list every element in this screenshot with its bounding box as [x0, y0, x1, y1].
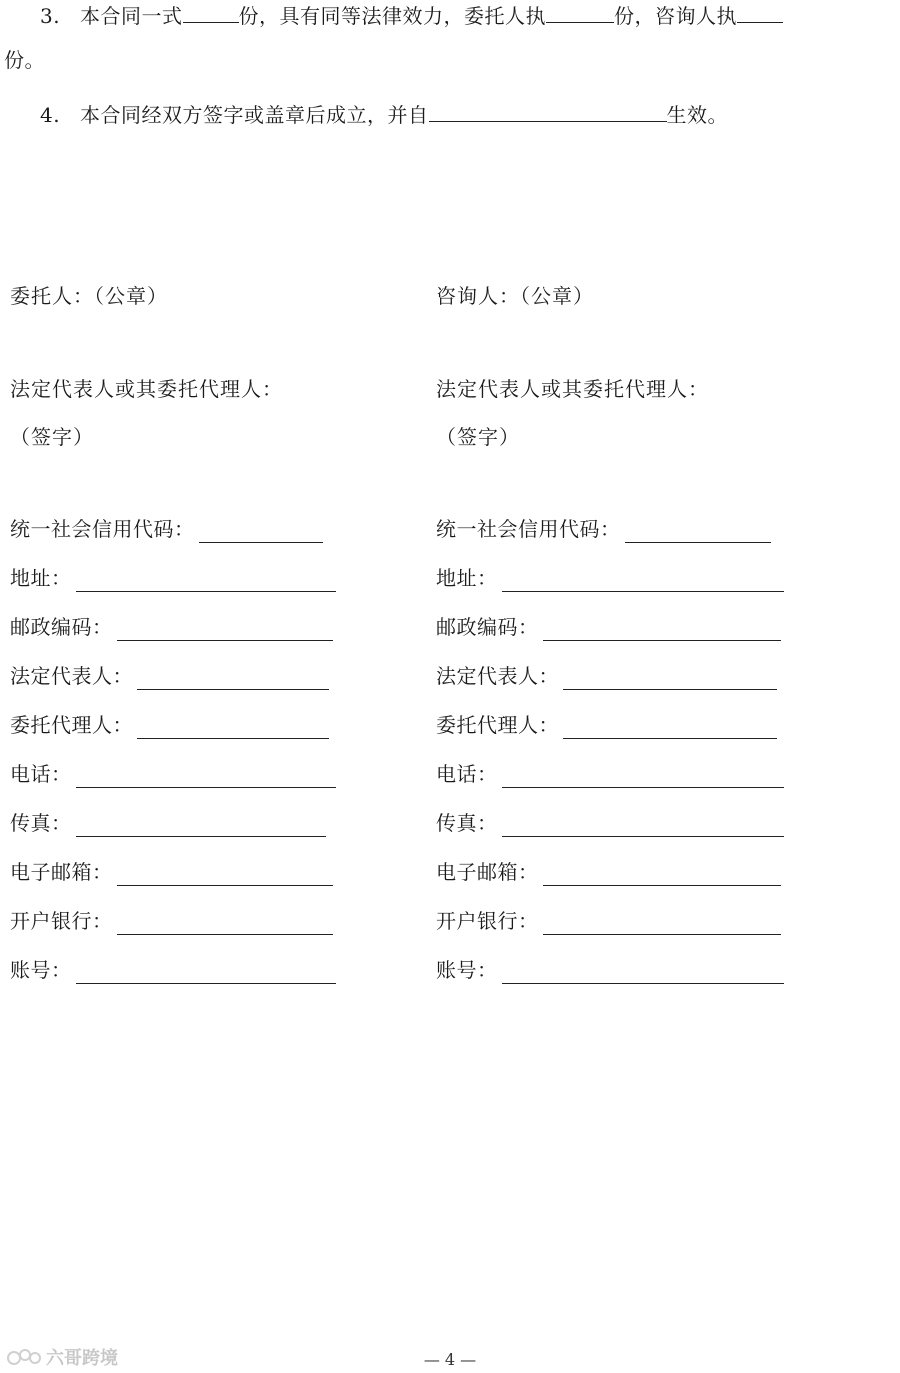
client-field-email	[10, 858, 333, 886]
field-label: 账号：	[10, 958, 72, 982]
client-field-agent	[10, 711, 329, 739]
field-input-line[interactable]	[117, 863, 333, 886]
field-input-line[interactable]	[543, 618, 781, 641]
field-input-line[interactable]	[117, 912, 333, 935]
field-input-line[interactable]	[543, 912, 781, 935]
consultant-field-account	[436, 956, 784, 984]
client-field-credit-code	[10, 515, 323, 543]
field-input-line[interactable]	[625, 520, 771, 543]
field-label: 开户银行：	[10, 909, 113, 933]
field-input-line[interactable]	[76, 569, 336, 592]
field-label: 委托代理人：	[10, 713, 133, 737]
client-field-legal-rep	[10, 662, 329, 690]
consultant-field-agent	[436, 711, 777, 739]
field-input-line[interactable]	[563, 667, 777, 690]
field-label: 传真：	[436, 811, 498, 835]
field-input-line[interactable]	[137, 667, 329, 690]
effective-date-blank[interactable]	[429, 101, 667, 122]
field-label: 法定代表人：	[436, 664, 559, 688]
consultant-rep-label: 法定代表人或其委托代理人：	[436, 377, 709, 401]
clause-text: 生效。	[666, 103, 728, 127]
field-label: 电话：	[10, 762, 72, 786]
client-field-address	[10, 564, 336, 592]
clause-3-continuation	[4, 46, 45, 74]
client-field-postcode	[10, 613, 333, 641]
field-input-line[interactable]	[76, 961, 336, 984]
consultant-field-phone	[436, 760, 784, 788]
consultant-copies-blank[interactable]	[737, 2, 783, 23]
client-field-phone	[10, 760, 336, 788]
copies-total-blank[interactable]	[183, 2, 239, 23]
field-label: 法定代表人：	[10, 664, 133, 688]
field-label: 电子邮箱：	[10, 860, 113, 884]
field-label: 邮政编码：	[436, 615, 539, 639]
clause-text: 份。	[4, 48, 45, 72]
client-copies-blank[interactable]	[546, 2, 614, 23]
watermark-text: 六哥跨境	[46, 1348, 118, 1369]
clause-number: 4.	[40, 103, 61, 127]
field-label: 委托代理人：	[436, 713, 559, 737]
field-label: 统一社会信用代码：	[10, 517, 195, 541]
field-input-line[interactable]	[117, 618, 333, 641]
field-label: 电话：	[436, 762, 498, 786]
consultant-field-legal-rep	[436, 662, 777, 690]
field-input-line[interactable]	[543, 863, 781, 886]
field-input-line[interactable]	[76, 765, 336, 788]
consultant-sign-label: （签字）	[436, 425, 520, 449]
field-label: 账号：	[436, 958, 498, 982]
clause-text: 本合同一式	[80, 4, 183, 28]
field-input-line[interactable]	[502, 961, 784, 984]
field-label: 地址：	[10, 566, 72, 590]
client-sign-label: （签字）	[10, 425, 94, 449]
field-input-line[interactable]	[502, 765, 784, 788]
field-label: 开户银行：	[436, 909, 539, 933]
client-rep-label: 法定代表人或其委托代理人：	[10, 377, 283, 401]
field-label: 统一社会信用代码：	[436, 517, 621, 541]
consultant-field-postcode	[436, 613, 781, 641]
consultant-field-bank	[436, 907, 781, 935]
page-number: — 4 —	[423, 1350, 477, 1369]
client-title: 委托人：（公章）	[10, 284, 168, 308]
consultant-field-address	[436, 564, 784, 592]
field-input-line[interactable]	[199, 520, 323, 543]
field-label: 电子邮箱：	[436, 860, 539, 884]
consultant-title: 咨询人：（公章）	[436, 284, 594, 308]
field-input-line[interactable]	[76, 814, 326, 837]
clause-3	[40, 2, 783, 30]
consultant-field-credit-code	[436, 515, 771, 543]
client-field-account	[10, 956, 336, 984]
clause-number: 3.	[40, 4, 61, 28]
client-field-fax	[10, 809, 326, 837]
field-label: 传真：	[10, 811, 72, 835]
consultant-field-email	[436, 858, 781, 886]
client-field-bank	[10, 907, 333, 935]
field-input-line[interactable]	[137, 716, 329, 739]
field-label: 地址：	[436, 566, 498, 590]
clause-text: 份，具有同等法律效力，委托人执	[238, 4, 546, 28]
clause-text: 份，咨询人执	[614, 4, 737, 28]
field-input-line[interactable]	[502, 569, 784, 592]
field-label: 邮政编码：	[10, 615, 113, 639]
field-input-line[interactable]	[502, 814, 784, 837]
clause-4	[40, 101, 728, 129]
field-input-line[interactable]	[563, 716, 777, 739]
consultant-field-fax	[436, 809, 784, 837]
clause-text: 本合同经双方签字或盖章后成立，并自	[80, 103, 429, 127]
